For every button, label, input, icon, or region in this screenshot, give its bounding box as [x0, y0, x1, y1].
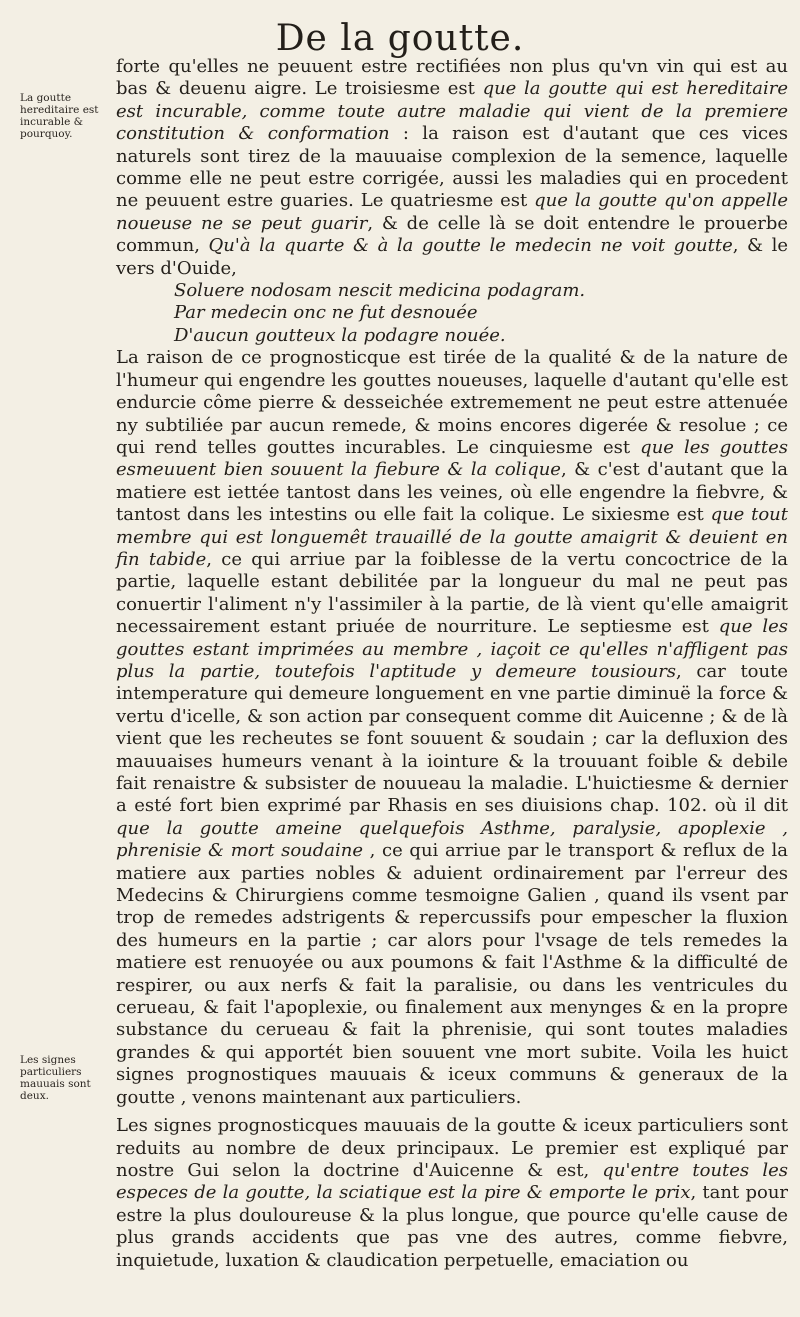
verse-quotation — [116, 280, 788, 347]
italic-run: que les gouttes esmeuuent bien souuent la fiebure & la colique — [116, 436, 789, 481]
paragraph-3 — [116, 1115, 788, 1272]
text-run: , tant pour estre la plus douloureuse & la plus longue, que pource qu'elle cause de plus grands accidents que pas vne des autres, comme fiebvre, inquietude, luxation & claudication perpetuelle, emaciation ou — [116, 1182, 789, 1271]
text-run: , & de celle là se doit entendre le prouerbe commun, — [116, 212, 788, 257]
margin-note-particular-signs: Les signes particuliers mauuais sont deux. — [20, 1054, 91, 1102]
text-run: , ce qui arriue par la foiblesse de la vertu concoctrice de la partie, laquelle estant debilitée par la longueur du mal ne peut pas conuertir l'aliment n'y l'assimiler à la partie, de là vient qu'elle amaigrit necessairement estant priuée de nourriture. Le septiesme est — [116, 548, 788, 638]
italic-run: que la goutte qui est hereditaire est incurable, comme toute autre maladie qui vient de la premiere constitution & conformation — [116, 78, 788, 145]
margin-note-hereditary: La goutte hereditaire est incurable & pourquoy. — [20, 92, 99, 140]
text-run: Les signes prognosticques mauuais de la goutte & iceux particuliers sont reduits au nombre de deux principaux. Le premier est expliqué par nostre Gui selon la doctrine d'Auicenne & est, — [116, 1115, 788, 1181]
paragraph-1 — [116, 56, 788, 280]
italic-run: que la goutte qu'on appelle noueuse ne se peut guarir — [116, 190, 788, 234]
body-text — [116, 56, 788, 1272]
italic-run: Qu'à la quarte & à la goutte le medecin ne voit goutte — [208, 235, 733, 257]
italic-run: qu'entre toutes les especes de la goutte, la sciatique est la pire & emporte le prix — [116, 1159, 788, 1204]
text-run: , ce qui arriue par le transport & reflux de la matiere aux parties nobles & aduient ordinairement par l'erreur des Medecins & Chirurgiens comme tesmoigne Galien , quand ils vsent par trop de remedes adstrigents & repercussifs pour empescher la fluxion des humeurs en la partie ; car alors pour l'vsage de tels remedes la matiere est renuoyée ou aux poumons & fait l'Asthme & la difficulté de respirer, ou aux nerfs & fait la paralisie, ou dans les ventricules du cerueau, & fait l'apoplexie, ou finalement aux menynges & en la propre substance du cerueau & fait la phrenisie, qui sont toutes maladies grandes & qui apportét bien souuent vne mort subite. Voila les huict signes prognostiques mauuais & iceux communs & generaux de la goutte , venons maintenant aux particuliers. — [116, 840, 788, 1108]
text-run: , & c'est d'autant que la matiere est iettée tantost dans les veines, où elle engendre la fiebvre, & tantost dans les intestins ou elle fait la colique. Le sixiesme est — [116, 459, 788, 526]
text-run: La raison de ce prognosticque est tirée de la qualité & de la nature de l'humeur qui engendre les gouttes noueuses, laquelle d'autant qu'elle est endurcie côme pierre & desseichée extremement ne peut estre attenuée ny subtiliée par aucun remede, & moins encores digerée & resolue ; ce qui rend telles gouttes incurables. Le cinquiesme est — [116, 347, 788, 458]
italic-run: que la goutte ameine quelquefois Asthme, paralysie, apoplexie , phrenisie & mort soudaine — [116, 817, 788, 862]
running-head: De la goutte. — [275, 18, 525, 59]
italic-run: que tout membre qui est longuemêt trauaillé de la goutte amaigrit & deuient en fin tabide — [116, 504, 788, 570]
verse-line: Soluere nodosam nescit medicina podagram. — [174, 280, 586, 302]
text-run: , car toute intemperature qui demeure longuement en vne partie diminuë la force & vertu d'icelle, & son action par consequent comme dit Auicenne ; & de là vient que les recheutes se font souuent & soudain ; car la defluxion des mauuaises humeurs venant à la iointure & la trouuant foible & debile fait renaistre & subsister de nouueau la maladie. L'huictiesme & dernier a esté fort bien exprimé par Rhasis en ses diuisions chap. 102. où il dit — [116, 660, 788, 817]
italic-run: que les gouttes estant imprimées au membre , iaçoit ce qu'elles n'affligent pas plus la partie, toutefois l'aptitude y demeure tousiours — [116, 616, 788, 682]
text-run: forte qu'elles ne peuuent estre rectifiées non plus qu'vn vin qui est au bas & deuenu aigre. Le troisiesme est — [116, 56, 788, 100]
verse-line: D'aucun goutteux la podagre nouée. — [174, 324, 506, 346]
paragraph-2 — [116, 347, 788, 1109]
text-run: , & le vers d'Ouide, — [116, 235, 788, 279]
text-run: : la raison est d'autant que ces vices naturels sont tirez de la mauuaise complexion de la semence, laquelle comme elle ne peut estre corrigée, aussi les maladies qui en procedent ne peuuent estre guaries. Le quatriesme est — [116, 123, 788, 212]
verse-line: Par medecin onc ne fut desnouée — [174, 302, 478, 324]
